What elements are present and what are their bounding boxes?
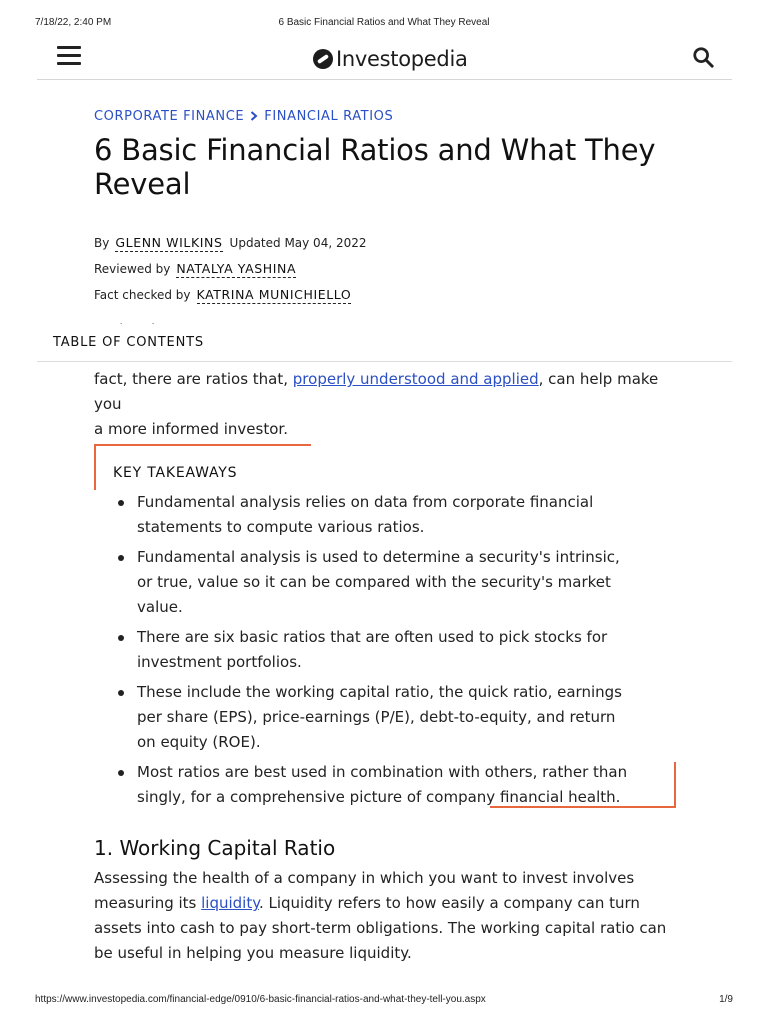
takeaways-border-right — [674, 762, 676, 808]
print-doc-title: 6 Basic Financial Ratios and What They Reveal — [278, 17, 490, 28]
page-title: 6 Basic Financial Ratios and What They Reveal — [94, 133, 656, 201]
breadcrumb — [94, 109, 393, 124]
properly-understood-link[interactable]: properly understood and applied — [292, 370, 539, 388]
takeaways-list — [114, 490, 634, 815]
takeaways-border-left — [94, 444, 96, 490]
breadcrumb-link-financial-ratios[interactable]: FINANCIAL RATIOS — [264, 109, 394, 124]
byline-author — [94, 235, 367, 252]
fact-checked-label: Fact checked by — [94, 288, 191, 302]
takeaway-item: There are six basic ratios that are often used to pick stocks for investment portfolios. — [114, 625, 634, 675]
author-link[interactable]: GLENN WILKINS — [115, 235, 223, 250]
takeaway-item: Most ratios are best used in combination with others, rather than singly, for a comprehensive picture of company financial health. — [114, 760, 634, 810]
breadcrumb-link-corporate-finance[interactable]: CORPORATE FINANCE — [94, 109, 245, 124]
section1-text-start: Assessing the health of a company in which you want to invest involves measuring its — [94, 869, 635, 912]
takeaways-border-top — [94, 444, 311, 446]
by-label: By — [94, 236, 110, 250]
takeaway-item: These include the working capital ratio, the quick ratio, earnings per share (EPS), price-earnings (P/E), debt-to-equity, and return on equity (ROE). — [114, 680, 634, 755]
print-datetime: 7/18/22, 2:40 PM — [35, 17, 112, 28]
table-of-contents-bar[interactable] — [37, 324, 732, 362]
byline-reviewer — [94, 261, 296, 278]
section1-paragraph — [94, 866, 674, 966]
search-icon[interactable] — [692, 46, 714, 68]
section1-text-end: . Liquidity refers to how easily a company can turn assets into cash to pay short-term obligations. The working capital ratio can be useful in helping you measure liquidity. — [94, 894, 667, 962]
print-page-number: 1/9 — [719, 994, 733, 1005]
toc-label[interactable]: TABLE OF CONTENTS — [53, 335, 204, 350]
byline-factchecker — [94, 287, 351, 304]
updated-date: Updated May 04, 2022 — [229, 236, 367, 250]
print-url: https://www.investopedia.com/financial-edge/0910/6-basic-financial-ratios-and-what-they-tell-you.aspx — [35, 994, 486, 1005]
logo-text: Investopedia — [336, 47, 468, 71]
chevron-right-icon — [250, 110, 258, 124]
factchecker-link[interactable]: KATRINA MUNICHIELLO — [196, 287, 352, 302]
site-header — [37, 36, 732, 80]
site-logo[interactable] — [313, 44, 468, 74]
reviewer-link[interactable]: NATALYA YASHINA — [176, 261, 297, 276]
takeaways-heading: KEY TAKEAWAYS — [113, 465, 238, 481]
print-footer — [0, 994, 768, 1008]
intro-text-mid: , can help make you — [94, 370, 659, 413]
liquidity-link[interactable]: liquidity — [201, 894, 259, 912]
print-header — [0, 17, 768, 31]
intro-text-start: fact, there are ratios that, — [94, 370, 293, 388]
intro-paragraph — [94, 367, 674, 442]
reviewed-by-label: Reviewed by — [94, 262, 171, 276]
takeaway-item: Fundamental analysis relies on data from corporate financial statements to compute various ratios. — [114, 490, 634, 540]
section-heading-working-capital: 1. Working Capital Ratio — [94, 836, 336, 860]
intro-text-end: a more informed investor. — [94, 420, 288, 438]
key-takeaways-box — [94, 444, 676, 808]
logo-mark-icon — [313, 49, 333, 69]
hamburger-menu-icon[interactable] — [57, 46, 81, 66]
takeaway-item: Fundamental analysis is used to determine a security's intrinsic, or true, value so it can be compared with the security's market value. — [114, 545, 634, 620]
